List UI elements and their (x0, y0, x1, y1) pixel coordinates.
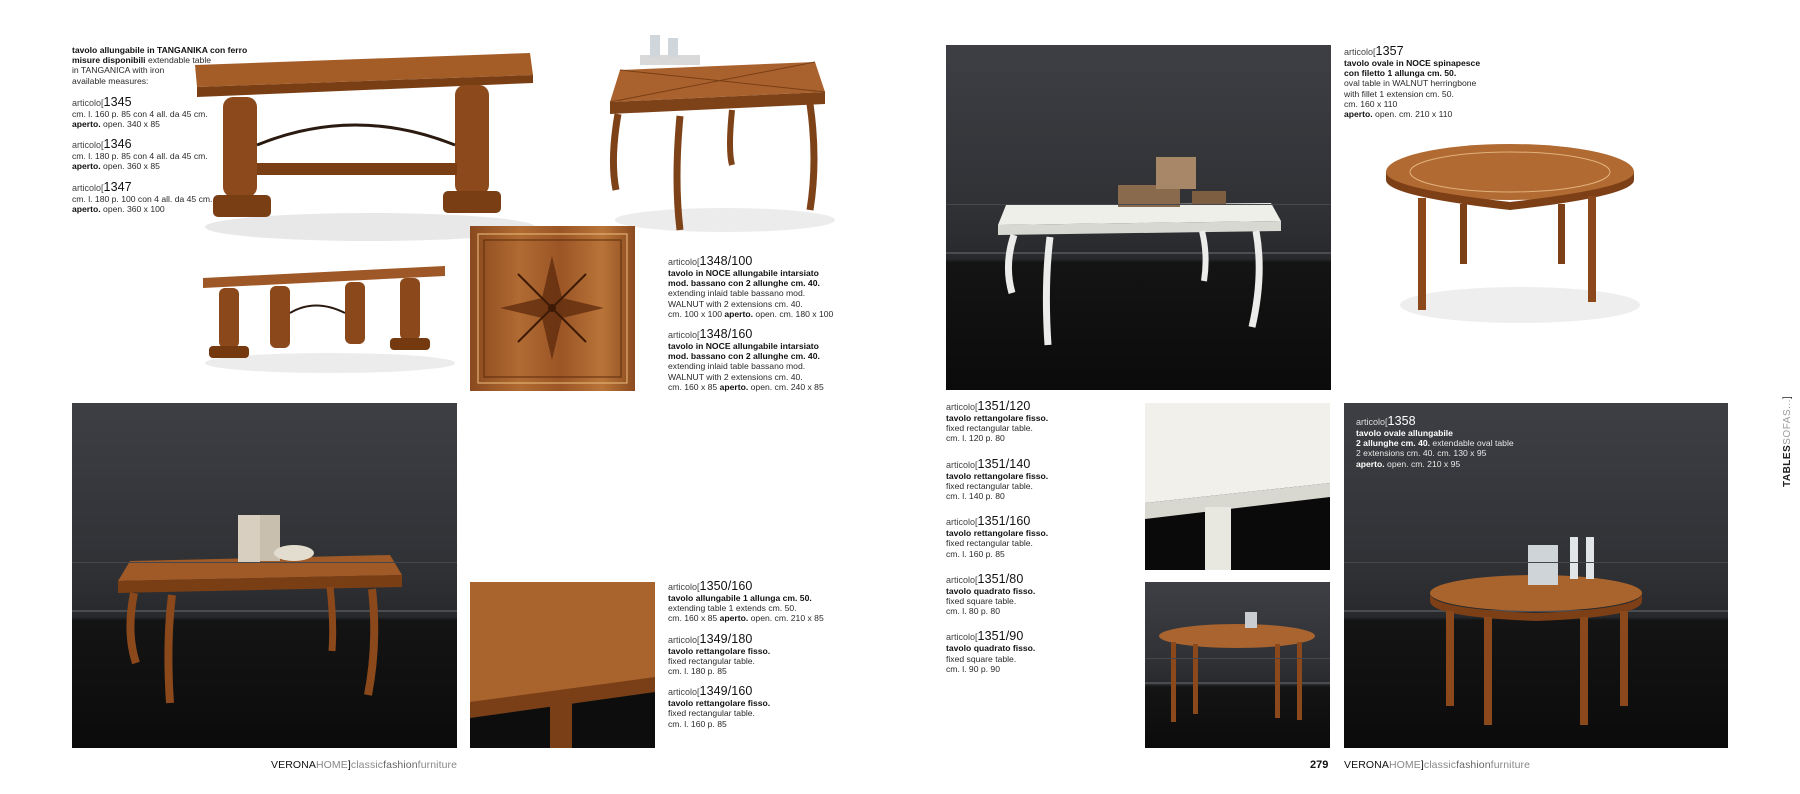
item-en-1: fixed rectangular table. (946, 480, 1033, 491)
item-dims: cm. l. 180 p. 85 (668, 666, 727, 677)
brand-verona: VERONA (271, 759, 316, 771)
wood-corner-photo (470, 582, 655, 748)
item-open-en: open. cm. 210 x 95 (1387, 458, 1461, 469)
item-it-1: tavolo rettangolare fisso. (668, 698, 771, 709)
item-code: 1348/160 (699, 327, 753, 342)
lower-captions (668, 580, 858, 738)
item-it-2: mod. bassano con 2 allunghe cm. 40. (668, 278, 820, 289)
item-dims: cm. l. 160 p. 85 (946, 548, 1005, 559)
tanganika-lead-2: misure disponibili (72, 55, 146, 66)
item-prefix: articolo (668, 634, 698, 645)
item-it-1: tavolo in NOCE allungabile intarsiato (668, 341, 819, 352)
item-it-1: tavolo rettangolare fisso. (668, 645, 771, 656)
item-dims: cm. l. 80 p. 80 (946, 606, 1000, 617)
item-it-2: 2 allunghe cm. 40. (1356, 438, 1431, 449)
item-it-1: tavolo in NOCE allungabile intarsiato (668, 268, 819, 278)
room-table-illustration (72, 403, 457, 748)
item-code: 1351/160 (977, 514, 1031, 529)
item-dims: cm. l. 140 p. 80 (946, 491, 1005, 502)
item-en-2: WALNUT with 2 extensions cm. 40. (668, 371, 803, 382)
item-1351-80: articolo[1351/80 tavolo quadrato fisso. fixed square table. cm. l. 80 p. 80 (946, 573, 1086, 617)
item-dims: cm. l. 180 p. 85 con 4 all. da 45 cm. (72, 151, 208, 162)
item-it-2: con filetto 1 allunga cm. 50. (1344, 68, 1457, 79)
item-prefix: articolo (668, 687, 698, 698)
item-code: 1349/180 (699, 631, 753, 646)
item-prefix: articolo (1344, 47, 1374, 57)
item-it-1: tavolo rettangolare fisso. (946, 528, 1049, 539)
item-1345: articolo[1345 cm. l. 160 p. 85 con 4 all. da 45 cm. aperto. open. 340 x 85 (72, 96, 262, 129)
item-code: 1350/160 (699, 579, 753, 593)
right-footer-brand (1344, 759, 1530, 771)
brand-furniture: furniture (417, 759, 458, 771)
item-en-1: extending inlaid table bassano mod. (668, 361, 806, 372)
brand-verona: VERONA (1344, 759, 1389, 771)
tanganika-lead-en-1: in TANGANICA with iron (72, 65, 165, 76)
item-1351-90: articolo[1351/90 tavolo quadrato fisso. fixed square table. cm. l. 90 p. 90 (946, 630, 1086, 674)
page-number: 279 (1310, 759, 1329, 771)
item-en-1: fixed square table. (946, 653, 1017, 664)
item-en-1: fixed rectangular table. (668, 655, 755, 666)
item-code: 1351/120 (977, 399, 1031, 413)
item-prefix: articolo (946, 574, 976, 585)
item-open-it: aperto. (724, 308, 754, 319)
item-open-en: open. 360 x 85 (103, 161, 160, 172)
tanganika-lead-rest: extendable table (147, 55, 212, 66)
bassano-table-photo (600, 30, 840, 240)
brand-bracket: ] (347, 759, 351, 771)
item-1350-160: articolo[1350/160 tavolo allungabile 1 allunga cm. 50. extending table 1 extends cm. 50. cm. 160 x 85 aperto. open. cm. 210 x 85 (668, 580, 858, 624)
small-oval-illustration (1145, 582, 1330, 748)
item-prefix: articolo (668, 257, 698, 267)
item-en-1: fixed rectangular table. (946, 538, 1033, 549)
oval-table-1357-photo (1370, 140, 1650, 330)
item-code: 1351/140 (977, 456, 1031, 471)
item-open-it: aperto. (719, 613, 749, 624)
item-code: 1351/90 (977, 629, 1024, 644)
item-en-inline: extendable oval table (1432, 438, 1514, 449)
brand-classic: classic (350, 759, 384, 771)
section-side-label (1782, 396, 1793, 487)
item-code: 1347 (103, 179, 132, 194)
item-it-1: tavolo quadrato fisso. (946, 643, 1036, 654)
item-open-en: open. cm. 180 x 100 (755, 308, 834, 319)
white-corner-illustration (1145, 403, 1330, 570)
item-prefix: articolo (72, 97, 102, 108)
item-it-2: mod. bassano con 2 allunghe cm. 40. (668, 351, 820, 362)
item-dims: cm. l. 160 p. 85 (668, 718, 727, 729)
item-prefix: articolo (946, 632, 976, 643)
item-it-1: tavolo allungabile 1 allunga cm. 50. (668, 593, 812, 603)
item-code: 1357 (1375, 44, 1404, 58)
item-dims: cm. l. 120 p. 80 (946, 433, 1005, 444)
item-it-1: tavolo quadrato fisso. (946, 585, 1036, 596)
side-label-tables: TABLES (1782, 444, 1793, 487)
item-prefix: articolo (668, 582, 698, 592)
tanganika-extended-photo (195, 258, 455, 378)
item-open-it: aperto. (72, 119, 101, 130)
white-table-illustration (946, 45, 1331, 390)
item-open-it: aperto. (1344, 109, 1373, 120)
item-code: 1358 (1387, 414, 1416, 428)
brand-home: HOME (315, 759, 348, 771)
item-1357-caption: articolo[1357 tavolo ovale in NOCE spinapesce con filetto 1 allunga cm. 50. oval table in WALNUT herringbone with fillet 1 extension cm. 50. cm. 160 x 110 aperto. open. cm. 210 x 110 (1344, 45, 1514, 119)
item-code: 1348/100 (699, 254, 753, 268)
tanganika-lead-en-2: available measures: (72, 75, 149, 86)
inlay-star-pattern (470, 226, 635, 391)
item-prefix: articolo (72, 182, 102, 193)
item-prefix: articolo (946, 517, 976, 528)
oval-1358-room-photo (1344, 403, 1728, 748)
item-it-1: tavolo ovale allungabile (1356, 428, 1453, 438)
white-corner-photo (1145, 403, 1330, 570)
item-en-1: fixed rectangular table. (946, 423, 1033, 434)
item-prefix: articolo (668, 330, 698, 341)
item-open-it: aperto. (719, 381, 749, 392)
item-it-1: tavolo rettangolare fisso. (946, 470, 1049, 481)
item-1349-180: articolo[1349/180 tavolo rettangolare fisso. fixed rectangular table. cm. l. 180 p. 85 (668, 633, 858, 677)
brand-fashion: fashion (383, 759, 418, 771)
item-code: 1351/80 (977, 571, 1024, 586)
item-1349-160: articolo[1349/160 tavolo rettangolare fisso. fixed rectangular table. cm. l. 160 p. 85 (668, 685, 858, 729)
item-open-en: open. 340 x 85 (103, 119, 160, 130)
side-label-bracket: ] (1782, 395, 1793, 400)
item-prefix: articolo (72, 140, 102, 151)
item-en-1: 2 extensions cm. 40. cm. 130 x 95 (1356, 448, 1487, 459)
brand-home: HOME (1388, 759, 1421, 771)
item-dims: cm. 160 x 110 (1344, 98, 1398, 109)
item-en-1: fixed rectangular table. (668, 708, 755, 719)
item-en-1: extending table 1 extends cm. 50. (668, 603, 797, 614)
item-open-it: aperto. (72, 161, 101, 172)
item-open-en: open. cm. 240 x 85 (750, 381, 824, 392)
item-code: 1346 (103, 137, 132, 152)
item-code: 1345 (103, 94, 132, 109)
bassano-captions (668, 255, 858, 401)
item-en-1: extending inlaid table bassano mod. (668, 288, 806, 299)
fixed-tables-captions (946, 400, 1086, 683)
item-prefix: articolo (946, 402, 976, 412)
item-it-1: tavolo rettangolare fisso. (946, 413, 1049, 423)
white-table-room-photo (946, 45, 1331, 390)
item-open-en: open. 360 x 100 (103, 203, 165, 214)
item-dims: cm. l. 90 p. 90 (946, 663, 1000, 674)
brand-bracket: ] (1420, 759, 1424, 771)
tanganika-lead-1: tavolo allungabile in TANGANIKA con ferro (72, 45, 248, 55)
item-en-2: WALNUT with 2 extensions cm. 40. (668, 298, 803, 309)
inlay-top-photo (470, 226, 635, 391)
item-dims: cm. l. 160 p. 85 con 4 all. da 45 cm. (72, 108, 208, 119)
item-1351-160: articolo[1351/160 tavolo rettangolare fisso. fixed rectangular table. cm. l. 160 p. 85 (946, 515, 1086, 559)
tanganika-table-photo (185, 45, 545, 245)
item-dims: cm. 160 x 85 (668, 613, 718, 624)
item-it-1: tavolo ovale in NOCE spinapesce (1344, 58, 1481, 68)
item-en-2: with fillet 1 extension cm. 50. (1344, 88, 1454, 99)
item-prefix: articolo (1356, 417, 1386, 427)
item-code: 1349/160 (699, 684, 753, 699)
item-dims: cm. 100 x 100 (668, 308, 722, 319)
side-label-sofas: SOFAS... (1782, 399, 1793, 445)
item-1346: articolo[1346 cm. l. 180 p. 85 con 4 all. da 45 cm. aperto. open. 360 x 85 (72, 138, 262, 171)
item-open-en: open. cm. 210 x 110 (1375, 109, 1453, 120)
item-dims: cm. 160 x 85 (668, 381, 718, 392)
item-1347: articolo[1347 cm. l. 180 p. 100 con 4 all. da 45 cm. aperto. open. 360 x 100 (72, 181, 262, 214)
item-1348-100: articolo[1348/100 tavolo in NOCE allungabile intarsiato mod. bassano con 2 allunghe cm. 40. extending inlaid table bassano mod. WALNUT with 2 extensions cm. 40. cm. 100 x 100 aperto. open. cm. 180 x 100 (668, 255, 858, 319)
brand-classic: classic (1423, 759, 1457, 771)
dark-room-table-photo (72, 403, 457, 748)
item-open-it: aperto. (1356, 458, 1385, 469)
item-prefix: articolo (946, 459, 976, 470)
left-footer-brand (271, 759, 457, 771)
item-dims: cm. l. 180 p. 100 con 4 all. da 45 cm. (72, 193, 213, 204)
small-oval-room-photo (1145, 582, 1330, 748)
brand-fashion: fashion (1456, 759, 1491, 771)
item-1348-160: articolo[1348/160 tavolo in NOCE allungabile intarsiato mod. bassano con 2 allunghe cm. 40. extending inlaid table bassano mod. WALNUT with 2 extensions cm. 40. cm. 160 x 85 aperto. open. cm. 240 x 85 (668, 328, 858, 392)
item-en-1: oval table in WALNUT herringbone (1344, 78, 1477, 89)
item-open-it: aperto. (72, 203, 101, 214)
item-en-1: fixed square table. (946, 596, 1017, 607)
item-1351-120: articolo[1351/120 tavolo rettangolare fisso. fixed rectangular table. cm. l. 120 p. 80 (946, 400, 1086, 444)
brand-furniture: furniture (1490, 759, 1531, 771)
item-1351-140: articolo[1351/140 tavolo rettangolare fisso. fixed rectangular table. cm. l. 140 p. 80 (946, 458, 1086, 502)
item-open-en: open. cm. 210 x 85 (750, 613, 824, 624)
item-1358-caption: articolo[1358 tavolo ovale allungabile 2 allunghe cm. 40. extendable oval table 2 extensions cm. 40. cm. 130 x 95 aperto. open. cm. 210 x 95 (1356, 415, 1556, 469)
corner-detail-illustration (470, 582, 655, 748)
